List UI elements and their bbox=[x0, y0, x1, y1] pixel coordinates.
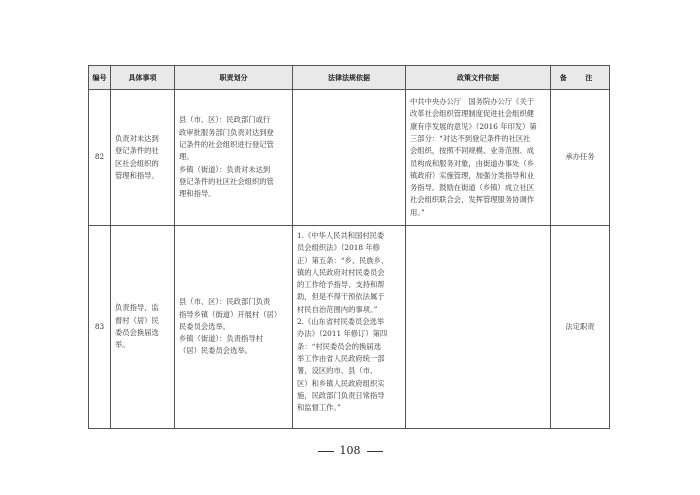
law-cell bbox=[293, 90, 406, 226]
row-number: 82 bbox=[89, 90, 111, 226]
table-header bbox=[89, 66, 610, 90]
note-cell: 承办任务 bbox=[551, 90, 610, 226]
header-policy: 政策文件依据 bbox=[406, 66, 551, 90]
policy-cell: 中共中央办公厅 国务院办公厅《关于 改革社会组织管理制度促进社会组织健 康有序发展的意见》（2016 年印发）第 三部分：“对达不到登记条件的社区社 会组织，按照不同规模、业务范围、成 员构成和服务对象，由街道办事处（乡 镇政府）实施管理，加强分类指导和业 务指导。鼓励在街道（乡镇）成立社区 社会组织联合会，发挥管理服务协调作 用。” bbox=[406, 90, 551, 226]
law-cell: 1.《中华人民共和国村民委 员会组织法》（2018 年修 正）第五条：“乡、民族乡、 镇的人民政府对村民委员会 的工作给予指导、支持和帮 助，但是不得干预依法属于 村民自治范围内的事项。” 2.《山东省村民委员会选举 办法》（2011 年修订）第四 条：“村民委员会的换届选 举工作由省人民政府统一部 署，设区的市、县（市、 区）和乡镇人民政府组织实 施，民政部门负责日常指导 和监督工作。” bbox=[293, 226, 406, 429]
policy-cell bbox=[406, 226, 551, 429]
note-cell: 法定职责 bbox=[551, 226, 610, 429]
page-number: 108 bbox=[0, 444, 700, 457]
duty-cell: 县（市、区）：民政部门或行 政审批服务部门负责对达到登 记条件的社会组织进行登记管 理。 乡镇（街道）：负责对未达到 登记条件的社区社会组织的管 理和指导。 bbox=[175, 90, 293, 226]
right-dash bbox=[367, 451, 383, 452]
header-law: 法律法规依据 bbox=[293, 66, 406, 90]
header-duty: 职责划分 bbox=[175, 66, 293, 90]
duty-cell: 县（市、区）：民政部门负责 指导乡镇（街道）开展村（居） 民委员会选举。 乡镇（街道）：负责指导村 （居）民委员会选举。 bbox=[175, 226, 293, 429]
header-num: 编号 bbox=[89, 66, 111, 90]
row-number: 83 bbox=[89, 226, 111, 429]
duty-table bbox=[88, 65, 610, 429]
table-row bbox=[89, 226, 610, 429]
header-note: 备 注 bbox=[551, 66, 610, 90]
left-dash bbox=[318, 451, 334, 452]
header-item: 具体事项 bbox=[111, 66, 175, 90]
item-cell: 负责对未达到 登记条件的社 区社会组织的 管理和指导。 bbox=[111, 90, 175, 226]
table-row bbox=[89, 90, 610, 226]
item-cell: 负责指导、监 督村（居）民 委员会换届选 举。 bbox=[111, 226, 175, 429]
